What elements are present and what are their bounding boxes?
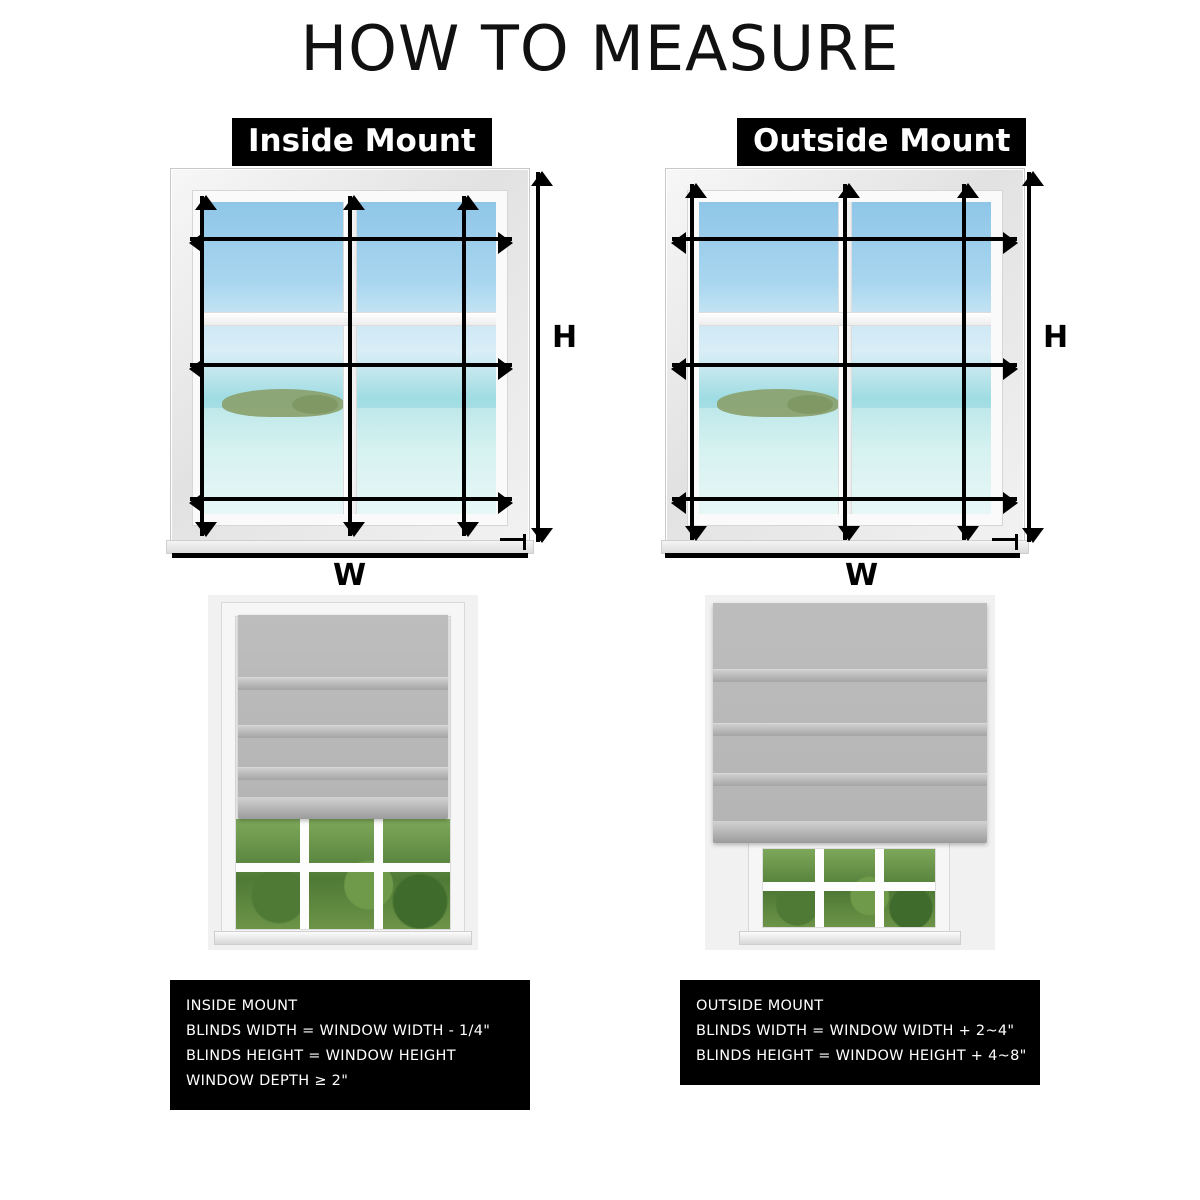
caption-inside-mount bbox=[170, 980, 530, 1110]
inside-mount-shade-photo bbox=[208, 595, 478, 950]
window-casing-outside bbox=[749, 835, 949, 941]
shade-fold-1 bbox=[238, 677, 448, 690]
window-sill bbox=[166, 540, 534, 554]
caption-line-outside-2: BLINDS HEIGHT = WINDOW HEIGHT + 4~8" bbox=[696, 1047, 1027, 1064]
shade-fold-1 bbox=[713, 669, 987, 682]
height-arrow-right-inside bbox=[462, 196, 466, 536]
height-label-inside: H bbox=[552, 320, 578, 355]
window-sill-outside bbox=[739, 931, 961, 945]
height-arrow-left-outside bbox=[690, 184, 694, 540]
overall-height-arrow-inside bbox=[536, 172, 540, 542]
photo-frame-outside bbox=[705, 595, 995, 950]
width-label-outside: W bbox=[845, 558, 879, 593]
shade-fold-2 bbox=[238, 725, 448, 738]
roman-shade-inside bbox=[238, 615, 448, 819]
width-label-inside: W bbox=[333, 558, 367, 593]
caption-line-inside-3: WINDOW DEPTH ≥ 2" bbox=[186, 1072, 349, 1089]
depth-tick-inside bbox=[500, 538, 526, 541]
shade-fold-3 bbox=[713, 773, 987, 786]
window-sill bbox=[661, 540, 1029, 554]
photo-frame-inside bbox=[208, 595, 478, 950]
shade-bottom-rail-inside bbox=[238, 797, 448, 819]
caption-line-inside-2: BLINDS HEIGHT = WINDOW HEIGHT bbox=[186, 1047, 456, 1064]
caption-title-inside: INSIDE MOUNT bbox=[186, 998, 298, 1014]
height-arrow-right-outside bbox=[962, 184, 966, 540]
caption-line-inside-1: BLINDS WIDTH = WINDOW WIDTH - 1/4" bbox=[186, 1022, 491, 1039]
depth-tick-outside bbox=[992, 538, 1018, 541]
shade-bottom-rail-outside bbox=[713, 821, 987, 843]
caption-title-outside: OUTSIDE MOUNT bbox=[696, 998, 824, 1014]
overall-width-line-outside bbox=[665, 553, 1020, 558]
page-title: HOW TO MEASURE bbox=[300, 12, 900, 85]
height-arrow-left-inside bbox=[200, 196, 204, 536]
section-heading-inside-mount: Inside Mount bbox=[232, 118, 492, 166]
height-arrow-center-inside bbox=[348, 196, 352, 536]
shade-fold-2 bbox=[713, 723, 987, 736]
roman-shade-outside bbox=[713, 603, 987, 843]
caption-line-outside-1: BLINDS WIDTH = WINDOW WIDTH + 2~4" bbox=[696, 1022, 1015, 1039]
overall-height-arrow-outside bbox=[1027, 172, 1031, 542]
shade-fold-3 bbox=[238, 767, 448, 780]
section-heading-outside-mount: Outside Mount bbox=[737, 118, 1026, 166]
height-label-outside: H bbox=[1043, 320, 1069, 355]
caption-outside-mount bbox=[680, 980, 1040, 1085]
outside-mount-shade-photo bbox=[705, 595, 995, 950]
window-sill-inside bbox=[214, 931, 472, 945]
height-arrow-center-outside bbox=[843, 184, 847, 540]
